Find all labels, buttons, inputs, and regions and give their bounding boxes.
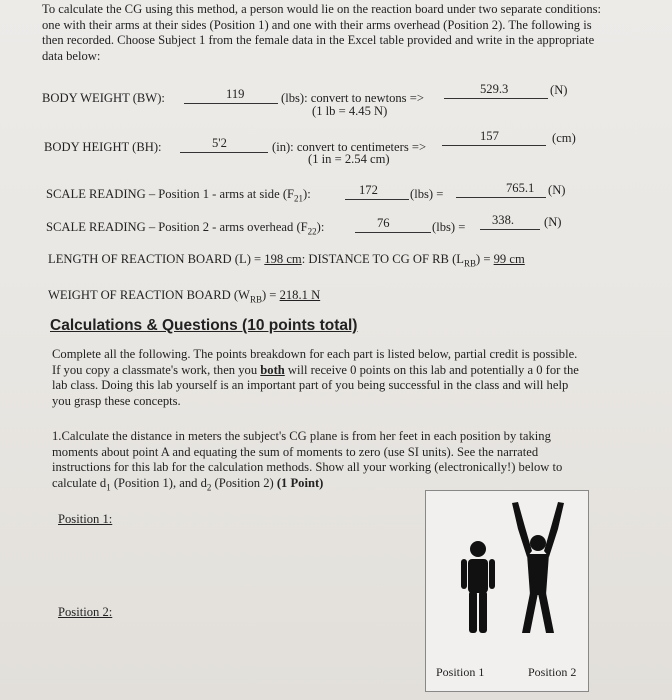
scale2-value: 76 bbox=[377, 216, 390, 230]
bh-unit: (cm) bbox=[552, 131, 576, 145]
weight-line: WEIGHT OF REACTION BOARD $(W_{RB}) = 218.1$ N bbox=[48, 288, 321, 305]
scale1-mid: (lbs) = bbox=[410, 187, 444, 201]
bh-factor: (1 in = 2.54 cm) bbox=[308, 152, 390, 166]
scale1-unit: (N) bbox=[548, 183, 566, 197]
bh-value: 5'2 bbox=[212, 136, 227, 150]
bw-result: 529.3 bbox=[480, 82, 509, 96]
scale1-value: 172 bbox=[359, 183, 378, 197]
scale2-result-field[interactable] bbox=[480, 215, 540, 230]
bh-value-field[interactable] bbox=[180, 138, 268, 153]
instructions-paragraph: Complete all the following. The points breakdown for each part is listed below, partial credit is possible. If you copy a classmate's work, then you both will receive 0 points on this lab and potentially a 0 for the lab class. Doing this lab yourself is an important part of you being successful in the class and will help you grasp these concepts. bbox=[52, 347, 579, 408]
scale1-result-field[interactable] bbox=[456, 183, 546, 198]
position-2-answer-label: Position 2: bbox=[58, 605, 113, 619]
bh-result-field[interactable] bbox=[442, 131, 546, 146]
person-arms-overhead-icon bbox=[512, 502, 564, 633]
scale1-result: 765.1 bbox=[506, 181, 535, 195]
bw-label: BODY WEIGHT (BW): bbox=[42, 91, 165, 105]
person-arms-at-side-icon bbox=[461, 541, 495, 633]
bh-result: 157 bbox=[480, 129, 499, 143]
question-1: 1.Calculate the distance in meters the subject's CG plane is from her feet in each position by taking moments about point A and equating the sum of moments to zero (use SI units). See the narrated instructions for this lab for the calculation methods. Show all your working (electronically!) below to calculate $d_1$ (Position 1), and $d_2$ (Position 2) (1 Point) bbox=[52, 429, 563, 493]
length-line: LENGTH OF REACTION BOARD (L) = 198 cm: DISTANCE TO CG OF RB $(L_{RB}) = 99$ cm bbox=[48, 252, 525, 269]
weight-value: 218.1 N bbox=[279, 288, 321, 302]
scale2-mid: (lbs) = bbox=[432, 220, 466, 234]
bw-result-field[interactable] bbox=[444, 84, 548, 99]
figure-box bbox=[425, 490, 589, 692]
bw-value-field[interactable] bbox=[184, 89, 278, 104]
figure-caption-position-1: Position 1 bbox=[436, 665, 485, 679]
scale2-label: SCALE READING – Position 2 - arms overhead $(F_{22})$: bbox=[46, 220, 325, 237]
scale2-unit: (N) bbox=[544, 215, 562, 229]
scale1-label: SCALE READING – Position 1 - arms at side $(F_{21})$: bbox=[46, 187, 311, 204]
position-1-answer-label: Position 1: bbox=[58, 512, 113, 526]
scale2-result: 338. bbox=[492, 213, 515, 227]
intro-paragraph: To calculate the CG using this method, a person would lie on the reaction board under two separate conditions: one with their arms at their sides (Position 1) and one with their arms overhead (Position 2). The following is then recorded. Choose Subject 1 from the female data in the Excel table provided and write in the appropriate data below: bbox=[42, 2, 602, 63]
emphasis-both: both bbox=[260, 362, 285, 377]
length-l-value: 198 cm bbox=[264, 252, 302, 266]
figure-caption-position-2: Position 2 bbox=[528, 665, 577, 679]
bw-value: 119 bbox=[226, 87, 245, 101]
scale1-value-field[interactable] bbox=[345, 185, 409, 200]
bw-unit: (N) bbox=[550, 83, 568, 97]
scale2-value-field[interactable] bbox=[355, 218, 431, 233]
bw-factor: (1 lb = 4.45 N) bbox=[312, 104, 388, 118]
length-lrb-value: 99 cm bbox=[493, 252, 525, 266]
bh-label: BODY HEIGHT (BH): bbox=[44, 140, 162, 154]
bw-convert-text: (lbs): convert to newtons => bbox=[281, 91, 424, 105]
body-position-figure bbox=[426, 491, 588, 691]
question-1-points: (1 Point) bbox=[276, 475, 324, 490]
section-heading: Calculations & Questions (10 points total) bbox=[50, 317, 358, 334]
bh-convert-text: (in): convert to centimeters => bbox=[272, 140, 427, 154]
